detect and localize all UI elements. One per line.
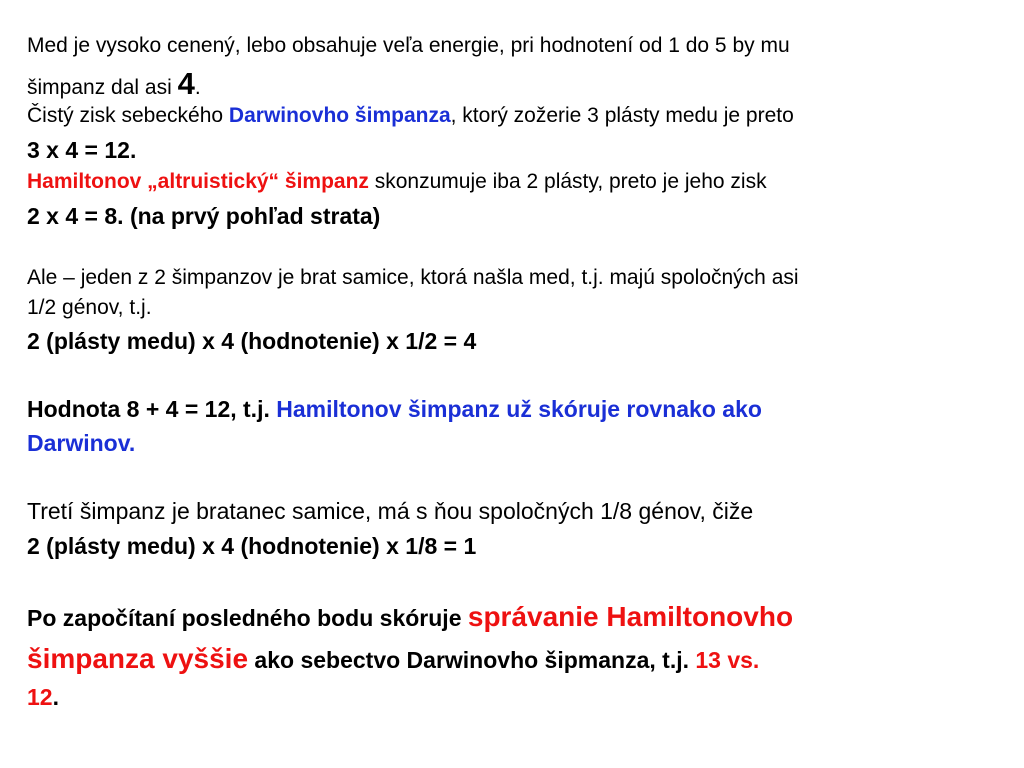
p5-text: Hodnota 8 + 4 = 12, t.j.	[27, 396, 277, 422]
p1-period: .	[194, 76, 201, 99]
p5-line2	[27, 430, 135, 457]
p6-text: Tretí šimpanz je bratanec samice, má s ňou spoločných 1/8 génov, čiže	[27, 498, 754, 524]
p2-text: Čistý zisk sebeckého	[27, 104, 229, 127]
p4-equation	[27, 328, 476, 355]
hamilton-chimp-highlight: Hamiltonov „altruistický“ šimpanz	[27, 170, 369, 193]
p2-equation	[27, 137, 136, 164]
p4-text: Ale – jeden z 2 šimpanzov je brat samice, ktorá našla med, t.j. majú spoločných asi	[27, 266, 799, 289]
p5-line1	[27, 396, 762, 423]
p1-line1	[27, 34, 790, 58]
p4-text-cont: 1/2 génov, t.j.	[27, 296, 152, 319]
p7-period: .	[52, 684, 59, 710]
p6-line1	[27, 498, 753, 525]
darwin-chimp-highlight: Darwinovho šimpanza	[228, 104, 451, 127]
p2-equation-text: 3 x 4 = 12.	[27, 137, 137, 163]
p1-line2	[27, 66, 201, 102]
p4-equation-text: 2 (plásty medu) x 4 (hodnotenie) x 1/2 = 4	[27, 328, 477, 354]
p7-line3	[27, 684, 59, 711]
p3-equation-text: 2 x 4 = 8. (na prvý pohľad strata)	[27, 203, 381, 229]
p7-red-text: správanie Hamiltonovho	[467, 601, 794, 632]
p5-blue-text-cont: Darwinov.	[27, 430, 136, 456]
p1-text-cont: šimpanz dal asi	[27, 76, 178, 99]
p7-line2	[27, 643, 759, 675]
p7-text-cont: ako sebectvo Darwinovho šipmanza, t.j.	[248, 647, 696, 673]
p5-blue-text: Hamiltonov šimpanz už skóruje rovnako ako	[276, 396, 762, 422]
p3-equation	[27, 203, 380, 230]
p7-red-text-cont: šimpanza vyššie	[27, 643, 249, 674]
p2-text-cont: , ktorý zožerie 3 plásty medu je preto	[450, 104, 794, 127]
p1-text: Med je vysoko cenený, lebo obsahuje veľa energie, pri hodnotení od 1 do 5 by mu	[27, 34, 790, 57]
score-12: 12	[27, 684, 53, 710]
p7-line1	[27, 601, 793, 633]
p4-line2	[27, 296, 152, 320]
score-13: 13 vs.	[695, 647, 760, 673]
p4-line1	[27, 266, 799, 290]
p2-line1	[27, 104, 794, 128]
p6-equation-text: 2 (plásty medu) x 4 (hodnotenie) x 1/8 = 1	[27, 533, 477, 559]
rating-value: 4	[177, 66, 195, 101]
p6-equation	[27, 533, 476, 560]
p3-line1	[27, 170, 767, 194]
p3-text: skonzumuje iba 2 plásty, preto je jeho zisk	[368, 170, 767, 193]
p7-text: Po započítaní posledného bodu skóruje	[27, 605, 468, 631]
